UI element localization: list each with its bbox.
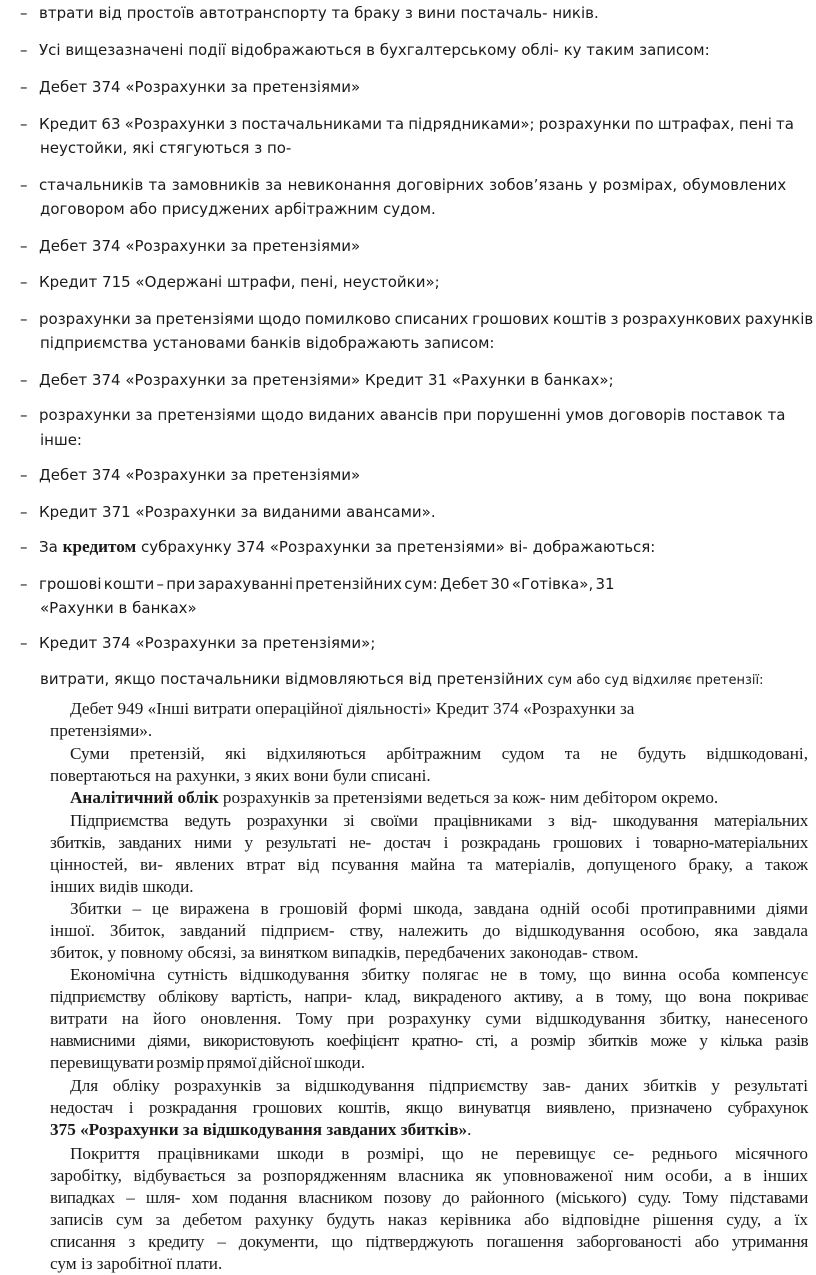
paragraph-line: Покриття працівниками шкоди в розмірі, що не перевищує се- реднього місячного [70,1144,808,1163]
bullet-dash: – [20,575,28,593]
paragraph-line: інших видів шкоди. [50,877,194,896]
expenses-main: витрати, якщо постачальники відмовляються від претензійних [40,670,544,688]
bullet-dash: – [20,503,28,521]
bullet-dash: – [20,115,28,133]
bullet-dash: – [20,310,28,328]
expenses-small: сум або суд відхиляє претензії: [543,673,764,688]
paragraph-line: перевищувати розмір прямої дійсної шкоди. [50,1053,366,1072]
bullet-item [20,633,375,653]
item-continuation: «Рахунки в банках» [40,599,197,617]
item-text: Дебет 374 «Розрахунки за претензіями» Кредит 31 «Рахунки в банках»; [39,371,614,389]
bullet-item [20,3,599,23]
bullet-dash: – [20,78,28,96]
subaccount-375-title: 375 «Розрахунки за відшкодування завданих збитків» [50,1120,468,1139]
bullet-item [20,502,436,522]
item-continuation: договором або присуджених арбітражним судом. [40,200,436,218]
item-text: Дебет 374 «Розрахунки за претензіями» [39,78,361,96]
paragraph-line [50,787,808,809]
analytical-accounting-term: Аналітичний облік [70,788,219,807]
paragraph-line: цінностей, ви- явлених втрат від псування майна та матеріалів, допущеного браку, а також [50,855,808,874]
bullet-item [20,465,360,485]
bullet-item [20,40,710,60]
bullet-dash: – [20,273,28,291]
entry-line: Дебет 949 «Інші витрати операційної діяльності» Кредит 374 «Розрахунки за [70,699,635,718]
bullet-item [20,175,786,195]
bullet-item [20,309,813,329]
bullet-item [20,405,785,425]
item-continuation: підприємства установами банків відображають записом: [40,334,495,352]
item-text: Кредит 715 «Одержані штрафи, пені, неустойки»; [39,273,440,291]
paragraph-line: повертаються на рахунки, з яких вони були списані. [50,766,431,785]
entry-line: претензіями». [50,721,153,740]
item-text: стачальників та замовників за невиконання договірних зобов’язань у розмірах, обумовлених [39,176,787,194]
item-text: Дебет 374 «Розрахунки за претензіями» [39,237,361,255]
item-text: Кредит 371 «Розрахунки за виданими авансами». [39,503,436,521]
bullet-dash: – [20,237,28,255]
item-text: Усі вищезазначені події відображаються в бухгалтерському облі- ку таким записом: [39,41,710,59]
paragraph-line: записів сум за дебетом рахунку будуть наказ керівника або відповідне рішення суду, а їх [50,1210,808,1229]
paragraph-line: недостач і розкрадання грошових коштів, якщо винуватця виявлено, призначено субрахунок [50,1098,808,1117]
item-continuation: неустойки, які стягуються з по- [40,139,292,157]
bullet-item [20,537,655,557]
paragraph-line: випадках – шля- хом подання власником позову до районного (міського) суду. Тому підставами [50,1188,808,1207]
paragraph-line: підприємству облікову вартість, напри- клад, викраденого активу, а в тому, що вона покриває [50,987,808,1006]
bullet-dash: – [20,4,28,22]
item-text: втрати від простоїв автотранспорту та браку з вини постачаль- ників. [39,4,599,22]
bullet-item [20,77,360,97]
paragraph-line: іншої. Збиток, завданий підприєм- ству, належить до відшкодування особою, яка завдала [50,921,808,940]
bullet-dash: – [20,406,28,424]
item-text: Дебет 374 «Розрахунки за претензіями» [39,466,361,484]
paragraph-line: навмисними діями, використовують коефіцієнт кратно- сті, а розмір збитків може у кілька разів [50,1031,808,1050]
bullet-item [20,272,440,292]
item-text: грошові кошти – при зарахуванні претензійних сум: Дебет 30 «Готівка», 31 [39,575,615,593]
expenses-line [40,669,763,691]
item-text: Кредит 63 «Розрахунки з постачальниками та підрядниками»; розрахунки по штрафах, пені та [39,115,794,133]
paragraph-text: . [467,1120,472,1139]
paragraph-line: сум із заробітної плати. [50,1254,223,1273]
bullet-dash: – [20,176,28,194]
item-pre: За [39,538,63,556]
bullet-dash: – [20,371,28,389]
bullet-item [20,574,615,594]
bullet-item [20,236,360,256]
paragraph-line: списання з кредиту – документи, що підтверджують погашення заборгованості або утримання [50,1232,808,1251]
paragraph-line: витрати на його оновлення. Тому при розрахунку суми відшкодування збитку, нанесеного [50,1009,808,1028]
item-bold: кредитом [62,537,137,556]
bullet-item [20,114,794,134]
paragraph-line: Для обліку розрахунків за відшкодування підприємству зав- даних збитків у результаті [70,1076,808,1095]
paragraph-line: збитків, завданих ними у результаті не- достач і розкрадань грошових і товарно-матеріальних [50,833,808,852]
bullet-dash: – [20,538,28,556]
item-continuation: інше: [40,431,82,449]
item-text: розрахунки за претензіями щодо виданих авансів при порушенні умов договорів поставок та [39,406,786,424]
item-text: розрахунки за претензіями щодо помилково списаних грошових коштів з розрахункових рахунків [39,310,814,328]
bullet-dash: – [20,466,28,484]
paragraph-line: заробітку, відбувається за розпорядженням власника як уповноваженої ним особи, а в інших [50,1166,808,1185]
item-text: Кредит 374 «Розрахунки за претензіями»; [39,634,376,652]
bullet-dash: – [20,41,28,59]
paragraph-text: розрахунків за претензіями ведеться за кож- ним дебітором окремо. [218,788,719,807]
paragraph-line: Економічна сутність відшкодування збитку полягає не в тому, що винна особа компенсує [70,965,808,984]
item-post: субрахунку 374 «Розрахунки за претензіями» ві- дображаються: [136,538,656,556]
paragraph-line: Збитки – це виражена в грошовій формі шкода, завдана одній особі протиправними діями [70,899,808,918]
paragraph-line: Суми претензій, які відхиляються арбітражним судом та не будуть відшкодовані, [70,744,808,763]
bullet-item [20,370,614,390]
paragraph-line: збиток, у повному обсязі, за винятком випадків, передбачених законодав- ством. [50,943,639,962]
bullet-dash: – [20,634,28,652]
paragraph-line: Підприємства ведуть розрахунки зі своїми працівниками з від- шкодування матеріальних [70,811,808,830]
paragraph-line [50,1119,808,1141]
